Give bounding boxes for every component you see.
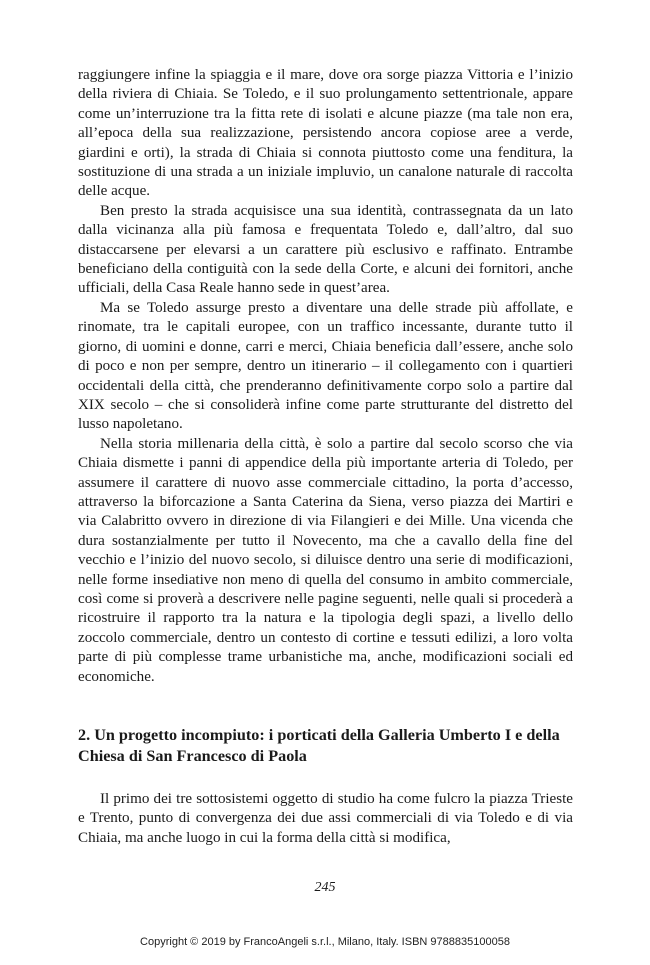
copyright-notice: Copyright © 2019 by FrancoAngeli s.r.l., Milano, Italy. ISBN 9788835100058	[140, 936, 510, 948]
page-body	[78, 66, 573, 848]
page-number: 245	[314, 880, 336, 895]
body-paragraph-3: Ma se Toledo assurge presto a diventare una delle strade più affollate, e rinomate, tra le capitali europee, con un traffico incessante, durante tutto il giorno, di uomini e donne, carri e merci, Chiaia beneficia dall’essere, anche solo di poco e non per sempre, dentro un itinerario – il collegamento con i quartieri occidentali della città, che prenderanno definitivamente corpo solo a partire dal XIX secolo – che si consoliderà infine come parte strutturante del distretto del lusso napoletano.	[78, 299, 573, 433]
body-paragraph-1: raggiungere infine la spiaggia e il mare, dove ora sorge piazza Vittoria e l’inizio della riviera di Chiaia. Se Toledo, e il suo prolungamento settentrionale, appare come un’interruzione tra la fitta rete di isolati e alcune piazze (ma tale non era, all’epoca della sua realizzazione, persistendo ancora copiose aree a verde, giardini e orti), la strada di Chiaia si connota piuttosto come una fenditura, la sostituzione di una strada a un iniziale impluvio, un canalone naturale di raccolta delle acque.	[78, 67, 573, 200]
section-heading: 2. Un progetto incompiuto: i porticati della Galleria Umberto I e della Chiesa di San Francesco di Paola	[78, 726, 560, 765]
body-paragraph-2: Ben presto la strada acquisisce una sua identità, contrassegnata da un lato dalla vicinanza alla più famosa e frequentata Toledo e, dall’altro, dal suo distaccarsene per elevarsi a un carattere più esclusivo e raffinato. Entrambe beneficiano della contiguità con la sede della Corte, e alcuni dei fornitori, anche ufficiali, della Casa Reale hanno sede in quest’area.	[78, 202, 573, 297]
body-paragraph-4: Nella storia millenaria della città, è solo a partire dal secolo scorso che via Chiaia dismette i panni di appendice della più importante arteria di Toledo, per assumere il carattere di nuovo asse commerciale cittadino, la porta d’accesso, attraverso la biforcazione a Santa Caterina da Siena, verso piazza dei Martiri e via Calabritto ovvero in direzione di via Filangieri e dei Mille. Una vicenda che dura sostanzialmente per tutto il Novecento, ma che a cavallo della fine del vecchio e l’inizio del nuovo secolo, si diluisce dentro una serie di modificazioni, nelle forme insediative non meno di quella del consumo in ambito commerciale, così come si proverà a descrivere nelle pagine seguenti, nelle quali si procederà a ricostruire il rapporto tra la natura e la tipologia degli spazi, a livello dello zoccolo commerciale, dentro un contesto di cortine e tessuti edilizi, a loro volta parte di più complesse trame urbanistiche ma, anche, modificazioni sociali ed economiche.	[78, 435, 573, 685]
section-paragraph-1: Il primo dei tre sottosistemi oggetto di studio ha come fulcro la piazza Trieste e Trento, punto di convergenza dei due assi commerciali di via Toledo e di via Chiaia, ma anche luogo in cui la forma della città si modifica,	[78, 791, 573, 846]
